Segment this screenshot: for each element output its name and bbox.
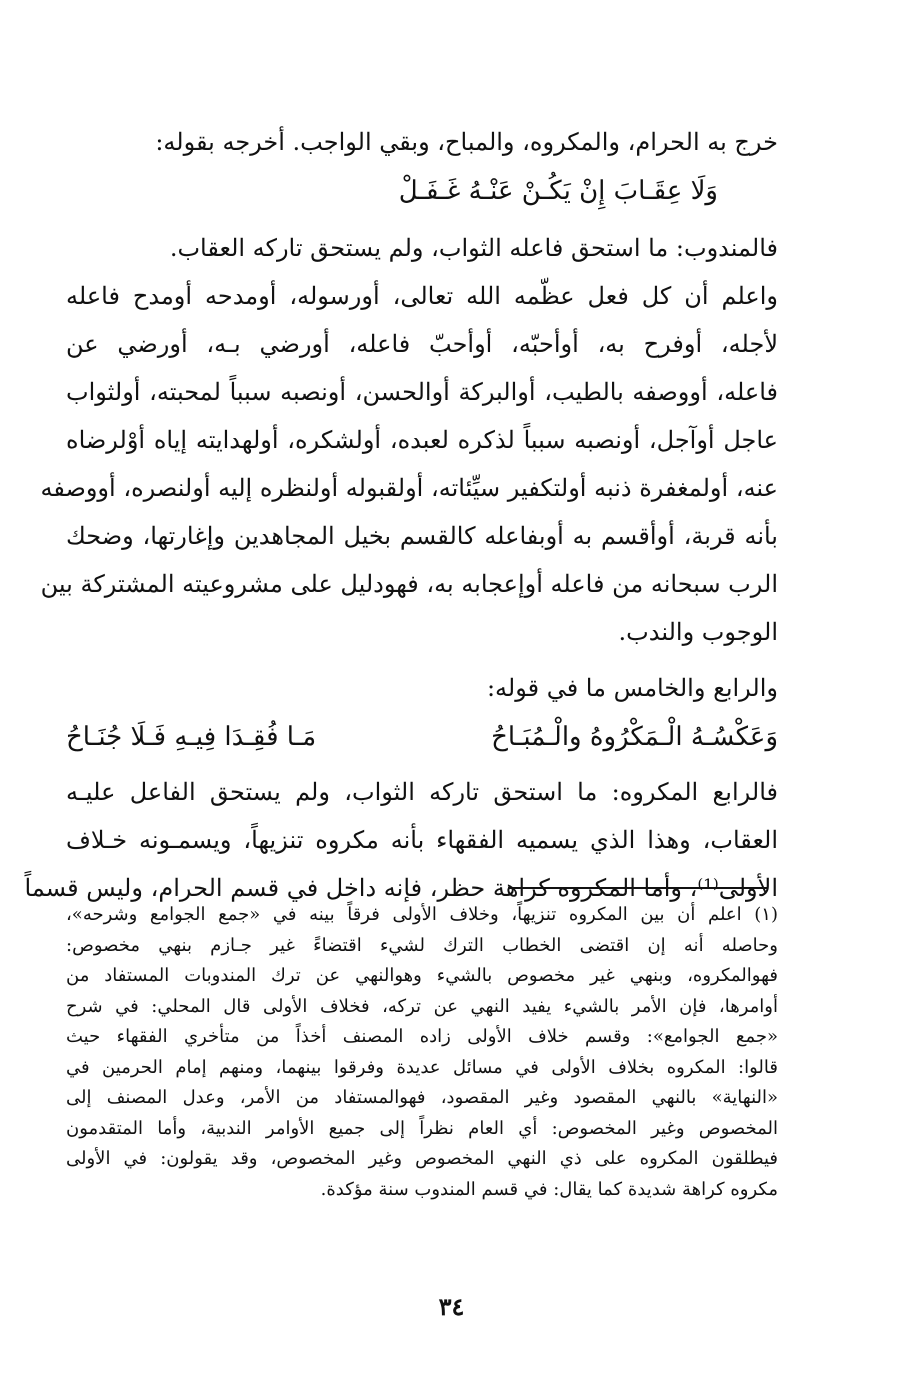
paragraph-line: عاجل أوآجل، أونصبه سبباً لذكره لعبده، أولشكره، أولهدايته إياه أوْلرضاه [66, 426, 778, 454]
paragraph-line: الأولى⁽¹⁾، وأما المكروه كراهة حظر، فإنه داخل في قسم الحرام، وليس قسماً [24, 874, 778, 902]
paragraph-line: واعلم أن كل فعل عظّمه الله تعالى، أورسوله، أومدحه أومدح فاعله [66, 282, 778, 310]
footnote-line: المخصوص وغير المخصوص: أي العام نظراً إلى جميع الأوامر الندبية، وأما المتقدمون [66, 1117, 778, 1139]
paragraph-line: الرب سبحانه من فاعله أوإعجابه به، فهودليل على مشروعيته المشتركة بين [40, 570, 778, 598]
verse-line-1: وَلَا عِقَـابَ إِنْ يَكُـنْ عَنْـهُ غَـفَـلْ [398, 176, 718, 206]
paragraph-line: فالرابع المكروه: ما استحق تاركه الثواب، ولم يستحق الفاعل عليـه [66, 778, 778, 806]
paragraph-1 [40, 272, 778, 656]
mandub-definition: فالمندوب: ما استحق فاعله الثواب، ولم يستحق تاركه العقاب. [169, 234, 778, 262]
footnote-separator [508, 887, 768, 889]
intro-line: خرج به الحرام، والمكروه، والمباح، وبقي الواجب. أخرجه بقوله: [155, 128, 778, 156]
verse-line-2 [66, 712, 778, 762]
paragraph-line: العقاب، وهذا الذي يسميه الفقهاء بأنه مكروه تنزيهاً، ويسمـونه خـلاف [66, 826, 778, 854]
paragraph-line: فاعله، أووصفه بالطيب، أوالبركة أوالحسن، أونصبه سبباً لمحبته، أولثواب [66, 378, 778, 406]
fourth-fifth-intro: والرابع والخامس ما في قوله: [486, 674, 778, 702]
paragraph-line: الوجوب والندب. [618, 618, 778, 646]
verse-2-second-hemistich: مَـا فُقِـدَا فِيـهِ فَـلَا جُنَـاحُ [66, 722, 317, 752]
footnote-line: وحاصله أنه إن اقتضى الخطاب الترك لشيء اقتضاءً غير جـازم بنهي مخصوص: [66, 934, 778, 956]
footnote-line: فيطلقون المكروه على ذي النهي المخصوص وغير المخصوص، وقد يقولون: في الأولى [66, 1148, 778, 1169]
footnote-line: قالوا: المكروه بخلاف الأولى في مسائل عديدة وفرقوا بينهما، ومنهم إمام الحرمين في [66, 1056, 778, 1078]
paragraph-line: عنه، أولمغفرة ذنبه أولتكفير سيِّئاته، أولقبوله أولنظره إليه أولنصره، أووصفه [40, 474, 778, 502]
paragraph-line: لأجله، أوفرح به، أوأحبّه، أوأحبّ فاعله، أورضي بـه، أورضي عن [66, 330, 778, 358]
main-text [24, 118, 778, 912]
footnote-line: «النهاية» بالنهي المقصود وغير المقصود، فهوالمستفاد من الأمر، وعدل المصنف إلى [66, 1087, 778, 1108]
page-number: ٣٤ [438, 1292, 465, 1321]
footnote-line: فهوالمكروه، وبنهي غير مخصوص بالشيء وهوالنهي عن ترك المندوبات المستفاد من [66, 965, 778, 986]
footnote-line: «جمع الجوامع»: وقسم خلاف الأولى زاده المصنف أخذاً من متأخري الفقهاء حيث [66, 1026, 778, 1047]
footnote-line: مكروه كراهة شديدة كما يقال: في قسم المندوب سنة مؤكدة. [320, 1178, 778, 1200]
paragraph-line: بأنه قربة، أوأقسم به أوبفاعله كالقسم بخيل المجاهدين وإغارتها، وضحك [66, 522, 778, 550]
verse-2-first-hemistich: وَعَكْسُـهُ الْـمَكْرُوهُ والْـمُبَـاحُ [491, 722, 778, 752]
footnote-line: (١) اعلم أن بين المكروه تنزيهاً، وخلاف الأولى فرقاً بينه في «جمع الجوامع وشرحه»، [66, 904, 778, 925]
footnote [66, 900, 778, 1205]
paragraph-2 [24, 768, 778, 912]
footnote-line: أوامرها، فإن الأمر بالشيء يفيد النهي عن تركه، فخلاف الأولى قال المحلي: في شرح [66, 995, 778, 1017]
